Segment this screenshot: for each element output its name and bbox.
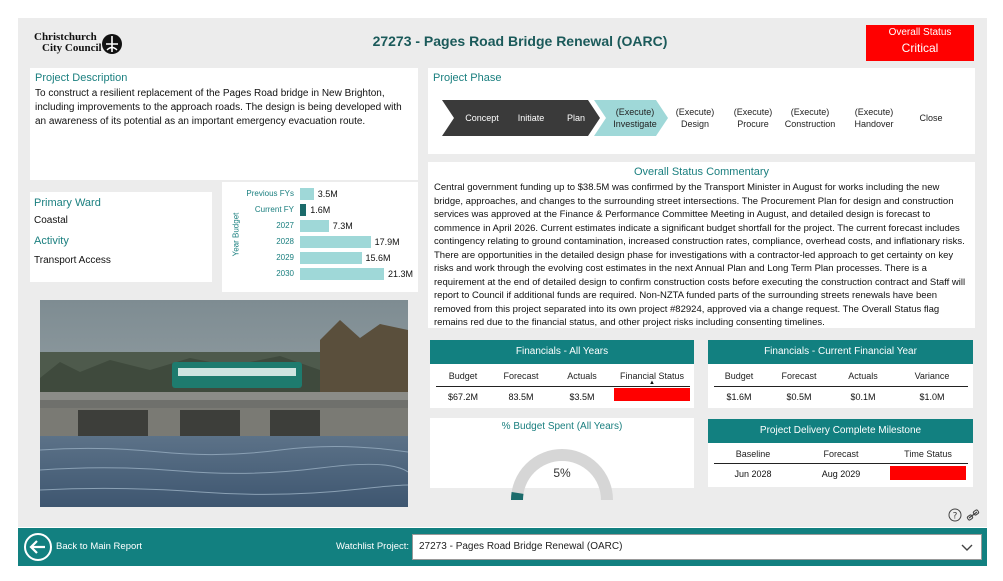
fin-cur-header-actuals: Actuals: [848, 371, 878, 381]
phase-step-line1: Close: [919, 113, 943, 123]
milestone-header-forecast: Forecast: [823, 449, 859, 459]
project-description-label: Project Description: [35, 72, 128, 84]
svg-text:?: ?: [952, 511, 958, 522]
back-arrow-icon[interactable]: [23, 532, 53, 562]
fin-cur-actuals-value: $0.1M: [850, 392, 876, 402]
budget-bar-row: [222, 220, 418, 232]
fin-all-header-forecast: Forecast: [503, 371, 539, 381]
budget-spent-title: % Budget Spent (All Years): [501, 421, 623, 432]
budget-bar-value: 7.3M: [332, 221, 353, 231]
budget-bar: [300, 236, 371, 248]
city-council-logo-icon: [101, 33, 123, 55]
budget-bar-label: Current FY: [254, 205, 294, 214]
overall-status-label: Overall Status: [888, 27, 952, 38]
footer-bar: [18, 528, 987, 566]
budget-bar-label: 2030: [276, 269, 294, 278]
fin-cur-header-variance: Variance: [914, 371, 950, 381]
primary-ward-value: Coastal: [34, 215, 68, 226]
phase-step-line2: Handover: [854, 119, 894, 129]
project-phase-label: Project Phase: [433, 72, 502, 84]
budget-bar: [300, 252, 362, 264]
budget-bar-label: 2028: [276, 237, 294, 246]
phase-step: [665, 102, 725, 134]
chevron-down-icon[interactable]: [961, 544, 973, 552]
fin-all-header-budget: Budget: [448, 371, 478, 381]
budget-bar-row: [222, 236, 418, 248]
budget-bar-label: Previous FYs: [246, 189, 294, 198]
watchlist-project-value: 27273 - Pages Road Bridge Renewal (OARC): [419, 541, 623, 552]
phase-step-line1: Initiate: [517, 113, 545, 123]
phase-step-line1: (Execute): [615, 107, 655, 117]
phase-step-line1: Concept: [465, 113, 499, 123]
budget-bar-value: 1.6M: [310, 205, 331, 215]
time-status-indicator: [890, 466, 966, 480]
financials-all-title: Financials - All Years: [430, 340, 694, 364]
watchlist-label: Watchlist Project:: [336, 541, 410, 552]
fin-all-header-status: Financial Status: [619, 371, 685, 381]
fin-cur-header-budget: Budget: [724, 371, 754, 381]
budget-bar: [300, 204, 306, 216]
project-description-text: To construct a resilient replacement of the Pages Road bridge in New Brighton, including improvements to the approach roads. The design is being developed with an awareness of its potential as an important emergency evacuation route.: [35, 88, 402, 127]
watchlist-project-select[interactable]: [412, 534, 982, 560]
phase-step-line2: Design: [680, 119, 709, 129]
milestone-forecast-value: Aug 2029: [821, 469, 861, 479]
phase-step-line1: Plan: [566, 113, 585, 123]
phase-step-line1: (Execute): [790, 107, 830, 117]
budget-spent-value: 5%: [553, 466, 571, 480]
year-budget-chart: [222, 182, 418, 292]
project-phase-panel: [428, 68, 975, 154]
primary-ward-label: Primary Ward: [34, 197, 101, 209]
budget-bar: [300, 220, 329, 232]
bridge-photo: [40, 300, 408, 507]
ward-panel: [30, 192, 212, 282]
overall-status-badge: [866, 25, 974, 61]
budget-bar-value: 17.9M: [374, 237, 400, 247]
financial-status-indicator: [614, 388, 690, 401]
budget-bar-row: [222, 188, 418, 200]
activity-value: Transport Access: [34, 255, 111, 266]
project-description-panel: [30, 68, 418, 180]
phase-step: [780, 102, 840, 134]
fin-all-divider: [436, 386, 690, 387]
phase-step-line1: (Execute): [675, 107, 715, 117]
fin-cur-variance-value: $1.0M: [919, 392, 945, 402]
phase-step: [723, 102, 783, 134]
milestone-baseline-value: Jun 2028: [734, 469, 772, 479]
milestone-title: Project Delivery Complete Milestone: [708, 419, 973, 443]
phase-step: [546, 102, 606, 134]
budget-bar-row: [222, 204, 418, 216]
fin-all-budget-value: $67.2M: [447, 392, 479, 402]
council-logo: [34, 32, 134, 56]
phase-step-line1: (Execute): [733, 107, 773, 117]
year-budget-axis-label: Year Budget: [231, 212, 241, 257]
budget-bar-value: 15.6M: [365, 253, 391, 263]
financials-current-year: [708, 340, 973, 408]
help-icon[interactable]: [948, 508, 962, 522]
fin-cur-budget-value: $1.6M: [726, 392, 752, 402]
logo-line2: City Council: [42, 42, 102, 54]
link-icon[interactable]: [966, 508, 980, 522]
phase-step-line2: Investigate: [613, 119, 657, 129]
milestone-header-time-status: Time Status: [904, 449, 952, 459]
financials-all-years: [430, 340, 694, 408]
back-to-main-report-link[interactable]: Back to Main Report: [56, 541, 143, 552]
phase-step-line1: (Execute): [854, 107, 894, 117]
commentary-text: Central government funding up to $38.5M was confirmed by the Transport Minister in August for works including the new bridge, approaches, and changes to the surrounding street intersections. The Procurement Plan for design and construction services was approved at the Finance & Performance Committee Meeting in August, and detailed design is forecast to commence in April 2026. Current estimates indicate a significant budget shortfall for the project. The current forecast includes contingency relating to ground contamination, increased construction rates, compliance, overhead costs, and inflationary risks. There are opportunities in the detailed design phase for investigations with a contractor-led approach to get certainty on key risks and work through the evolving cost estimates in the next Annual Plan and Long Term Plan processes. There is a requirement at the end of detailed design to confirm construction costs before executing the construction contract and Staff will report to Council if additional funds are required. Non-NZTA funded parts of the surrounding streets renewals have been removed from this project separated into its own project #82924, approved via a change request. The Overall Status flag remains red due to the financial status, and other project risks including consenting timelines.: [434, 182, 966, 328]
budget-bar-row: [222, 252, 418, 264]
budget-bar-row: [222, 268, 418, 280]
fin-cur-divider: [714, 386, 968, 387]
fin-cur-header-forecast: Forecast: [781, 371, 817, 381]
budget-bar-label: 2027: [276, 221, 294, 230]
fin-cur-forecast-value: $0.5M: [786, 392, 812, 402]
financials-current-title: Financials - Current Financial Year: [708, 340, 973, 364]
fin-all-header-actuals: Actuals: [567, 371, 597, 381]
phase-step-line2: Construction: [784, 119, 836, 129]
phase-step: [844, 102, 904, 134]
budget-bar-label: 2029: [276, 253, 294, 262]
activity-label: Activity: [34, 235, 69, 247]
fin-all-forecast-value: 83.5M: [508, 392, 534, 402]
milestone-panel: [708, 419, 973, 487]
phase-step: [605, 102, 665, 134]
logo-line1: Christchurch: [34, 31, 97, 43]
fin-all-actuals-value: $3.5M: [569, 392, 595, 402]
sort-arrow-icon: ▲: [649, 380, 655, 386]
budget-bar: [300, 268, 384, 280]
phase-step: [901, 102, 961, 134]
commentary-panel: [428, 162, 975, 328]
budget-bar-value: 21.3M: [388, 269, 414, 279]
budget-bar: [300, 188, 314, 200]
page-title: 27273 - Pages Road Bridge Renewal (OARC): [372, 33, 668, 49]
budget-bar-value: 3.5M: [317, 189, 338, 199]
budget-spent-panel: [430, 418, 694, 488]
commentary-label: Overall Status Commentary: [633, 166, 770, 178]
milestone-header-baseline: Baseline: [735, 449, 771, 459]
overall-status-value: Critical: [901, 41, 939, 55]
milestone-divider: [714, 463, 968, 464]
phase-step-line2: Procure: [737, 119, 769, 129]
